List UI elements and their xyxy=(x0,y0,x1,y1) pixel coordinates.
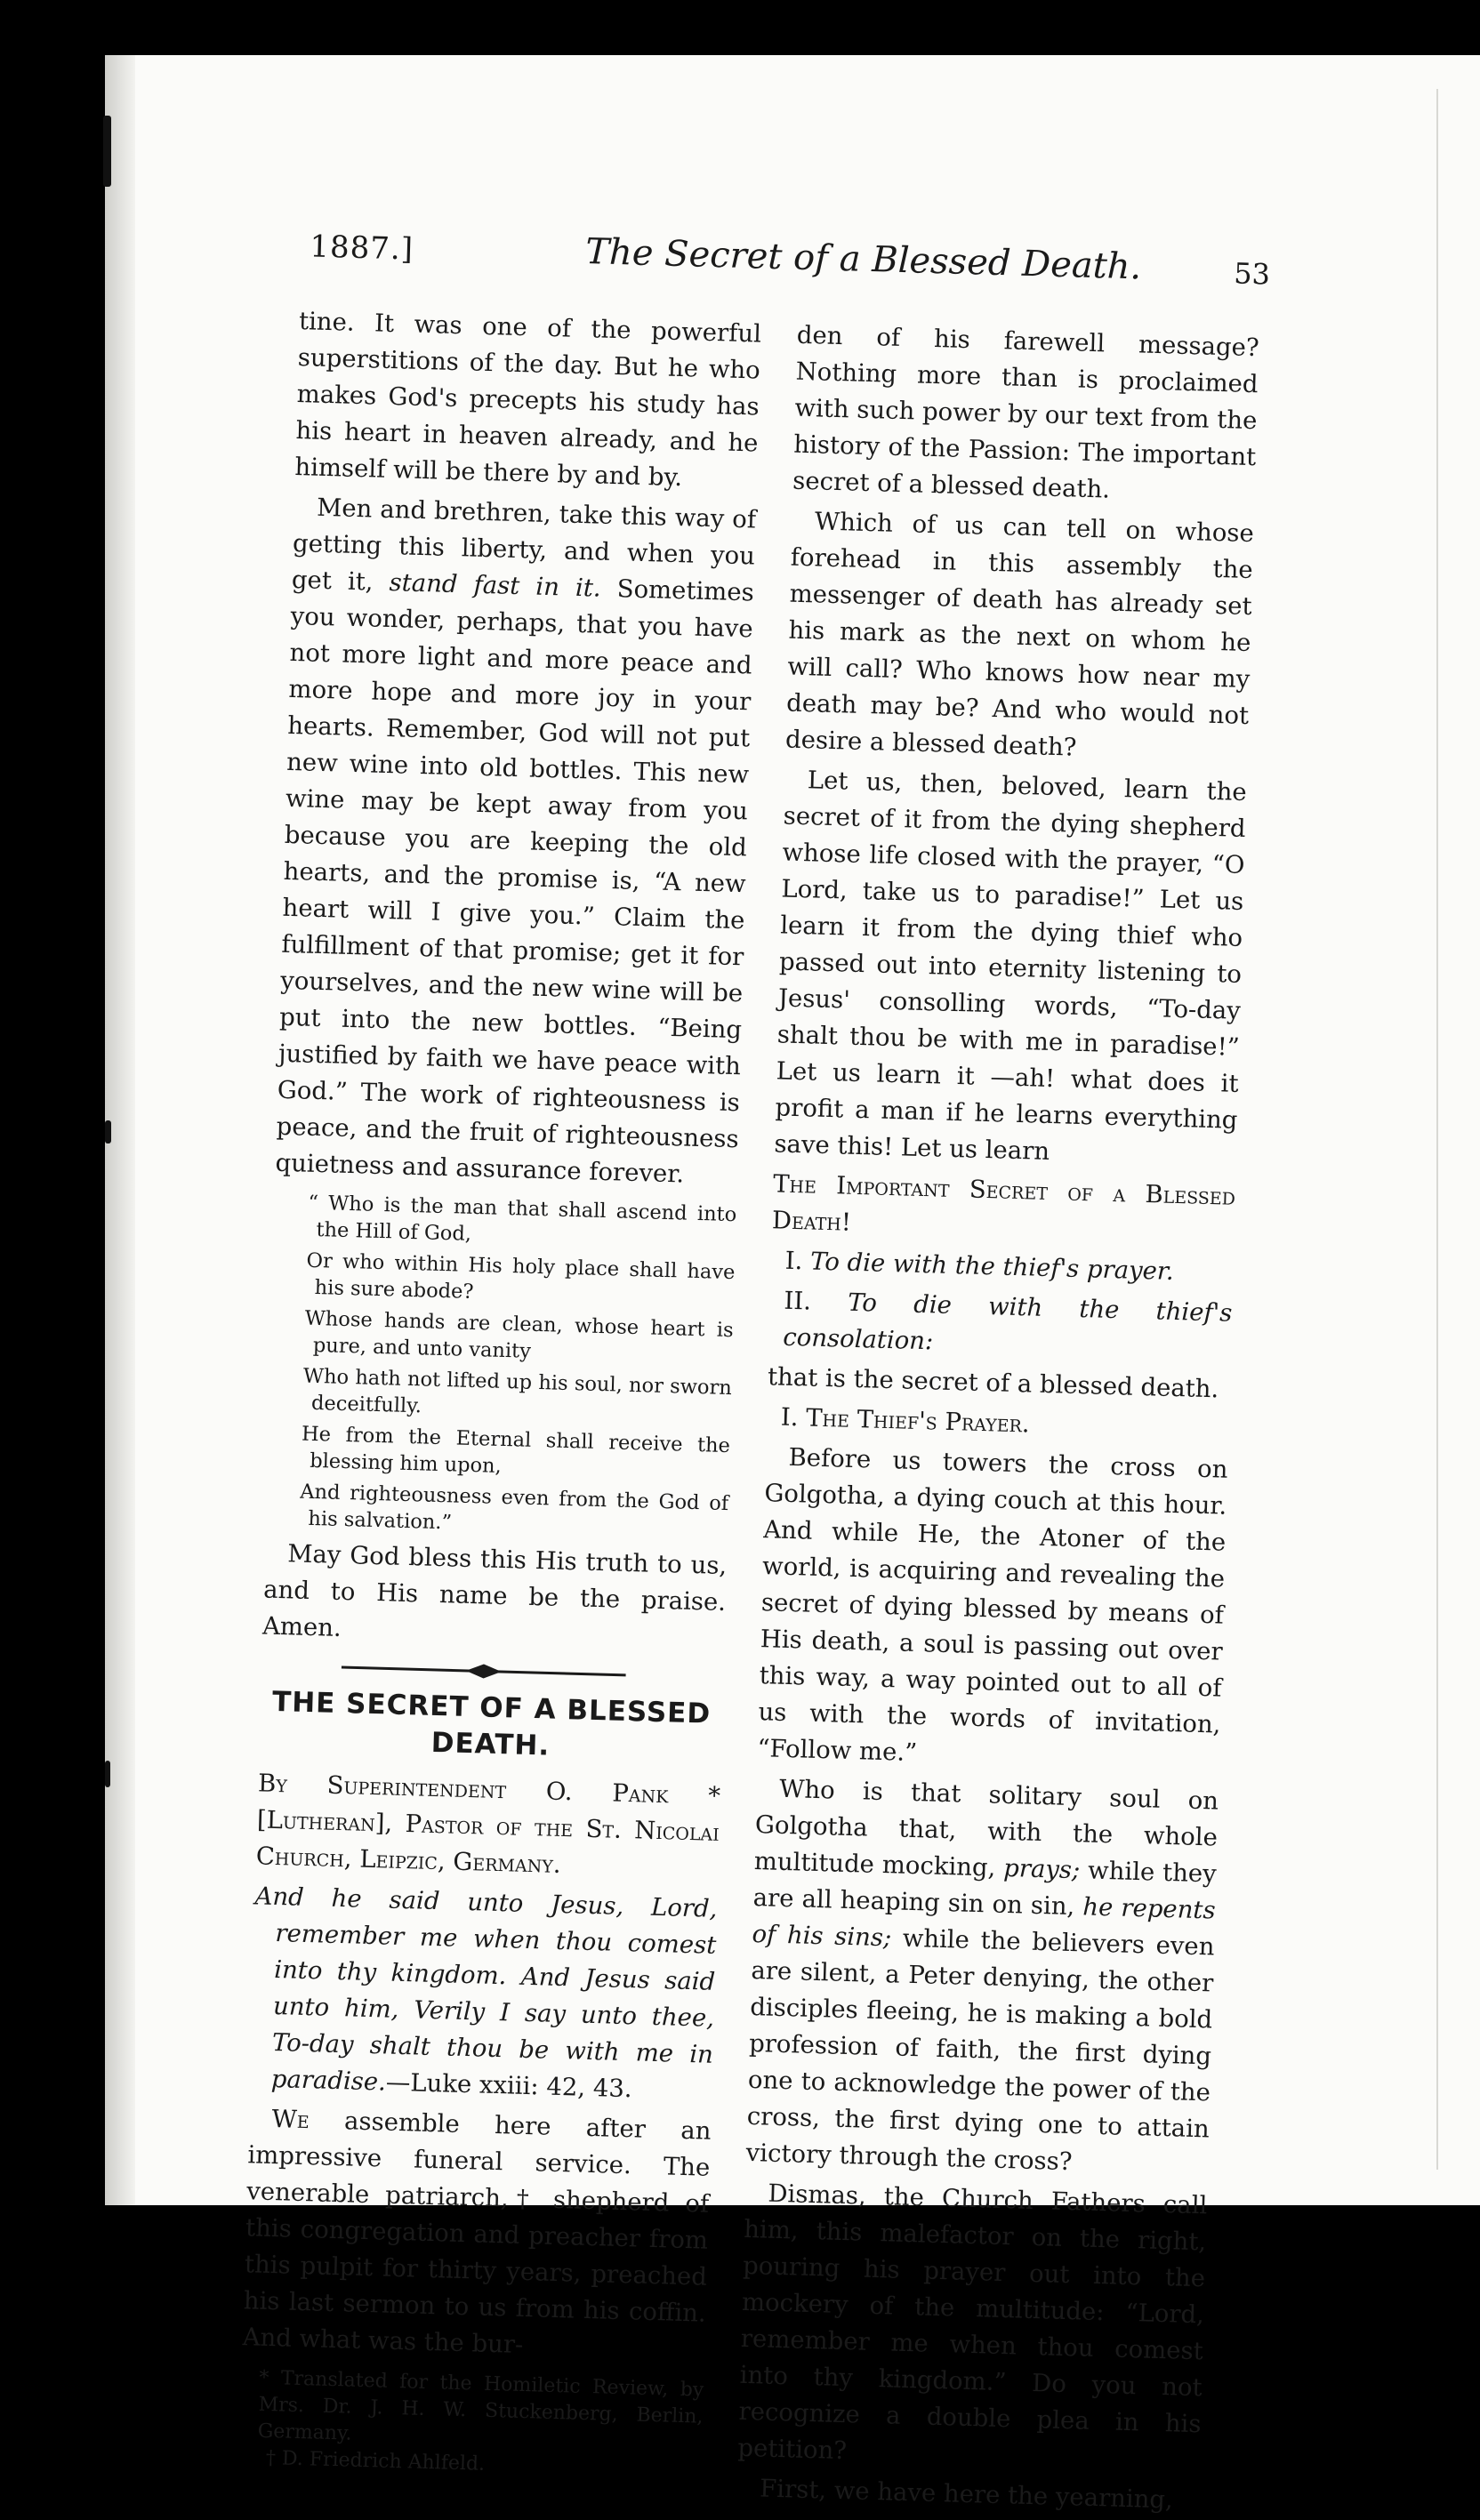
paragraph: tine. It was one of the powerful superstitions of the day. But he who makes God's precepts his study has his heart in heaven already, and he himself will be there by and by. xyxy=(294,307,762,493)
verse-line: Who hath not lifted up his soul, nor sworn deceitfully. xyxy=(302,1364,733,1418)
verse-line: Or who within His holy place shall have his sure abode? xyxy=(306,1248,736,1304)
paragraph: den of his farewell message? Nothing more than is proclaimed with such power by our text from the history of the Passion: The important secret of a blessed death. xyxy=(792,320,1260,504)
scripture-text: And he said unto Jesus, Lord, remember me when thou comest into thy kingdom. And Jesus said unto him, Verily I say unto thee, To-day shalt thou be with me in paradise.—Luke xxiii: 42, 43. xyxy=(254,1882,718,2104)
psalm-verse xyxy=(265,1189,737,1544)
paragraph: Which of us can tell on whose forehead in this assembly the messenger of death has already set his mark as the next on whom he will call? Who knows how near my death may be? And who would not desire a blessed death? xyxy=(784,507,1255,762)
page-edge xyxy=(1436,89,1456,2170)
byline: By Superintendent O. Pank * [Lutheran], Pastor of the St. Nicolai Church, Leipzic, Germany. xyxy=(255,1769,721,1879)
paragraph: First, we have here the yearning, xyxy=(759,2474,1174,2515)
article-title: THE SECRET OF A BLESSED DEATH. xyxy=(271,1685,712,1762)
binding-mark xyxy=(105,1761,110,1787)
sermon-heading: The Important Secret of a Blessed Death! xyxy=(771,1169,1236,1237)
paragraph: Let us, then, beloved, learn the secret of it from the dying shepherd whose life closed with the prayer, “O Lord, take us to paradise!” Let us learn it from the dying thief who passed out into eternity listening to Jesus' consolling words, “To-day shalt thou be with me in paradise!” Let us learn it —ah! what does it profit a man if he learns everything save this! Let us learn xyxy=(774,766,1248,1166)
point-one: I. To die with the thief's prayer. xyxy=(784,1246,1175,1286)
verse-line: “ Who is the man that shall ascend into the Hill of God, xyxy=(308,1191,737,1246)
section-heading: I. The Thief's Prayer. xyxy=(780,1402,1031,1439)
right-column xyxy=(736,317,1260,2520)
paragraph: Dismas, the Church Fathers call him, this malefactor on the right, pouring his prayer out into the mockery of the multitude: “Lord, remember me when thou comest into thy kingdom.” Do you not recognize a double plea in his petition? xyxy=(737,2179,1208,2466)
paragraph: Who is that solitary soul on Golgotha that, with the whole multitude mocking, prays; while they are all heaping sin on sin, he repents of his sins; while the believers even are silent, a Peter denying, the other disciples fleeing, he is making a bold profession of faith, the first dying one to acknowledge the power of the cross, the first dying one to attain victory through the cross? xyxy=(745,1774,1219,2177)
verse-line: He from the Eternal shall receive the blessing him upon, xyxy=(301,1422,731,1478)
left-column xyxy=(239,303,762,2484)
header-title: The Secret of a Blessed Death. xyxy=(584,231,1142,288)
binding-mark xyxy=(105,1120,111,1144)
page-number: 53 xyxy=(1233,256,1271,292)
scanned-page xyxy=(213,196,1280,2515)
paragraph: We assemble here after an impressive funeral service. The venerable patriarch,† shepherd of this congregation and preacher from this pulpit for thirty years, preached his last sermon to us from his coffin. And what was the bur- xyxy=(242,2105,712,2359)
verse-line: Whose hands are clean, whose heart is pure, and unto vanity xyxy=(304,1306,734,1363)
paragraph: May God bless this His truth to us, and to His name be the praise. Amen. xyxy=(261,1539,728,1642)
verse-line: And righteousness even from the God of his salvation.” xyxy=(299,1480,729,1535)
paragraph: Before us towers the cross on Golgotha, a dying couch at this hour. And while He, the Atoner of the world, is acquiring and revealing the secret of dying blessed by means of His death, a soul is passing out over this way, a way pointed out to all of us with the words of invitation, “Follow me.” xyxy=(757,1442,1228,1768)
point-two-tail: that is the secret of a blessed death. xyxy=(767,1362,1219,1404)
header-year: 1887.] xyxy=(309,229,414,268)
running-header xyxy=(264,222,1271,313)
footnotes xyxy=(239,2364,704,2484)
footnote: * Translated for the Homiletic Review, by Mrs. Dr. J. H. W. Stuckenberg, Berlin, Germany. xyxy=(257,2366,704,2445)
paragraph: Men and brethren, take this way of getting this liberty, and when you get it, stand fast in it. Sometimes you wonder, perhaps, that you have not more light and more peace and more hope and more joy in your hearts. Remember, God will not put new wine into old bottles. This new wine may be kept away from you because you are keeping the old hearts, and the promise is, “A new heart will I give you.” Claim the fulfillment of that promise; get it for yourselves, and the new wine will be put into the new bottles. “Being justified by faith we have peace with God.” The work of righteousness is peace, and the fruit of righteousness quietness and assurance forever. xyxy=(275,493,757,1189)
binding-mark xyxy=(103,116,111,187)
point-two: II. To die with the thief's consolation: xyxy=(782,1286,1233,1356)
footnote: † D. Friedrich Ahlfeld. xyxy=(265,2446,486,2476)
